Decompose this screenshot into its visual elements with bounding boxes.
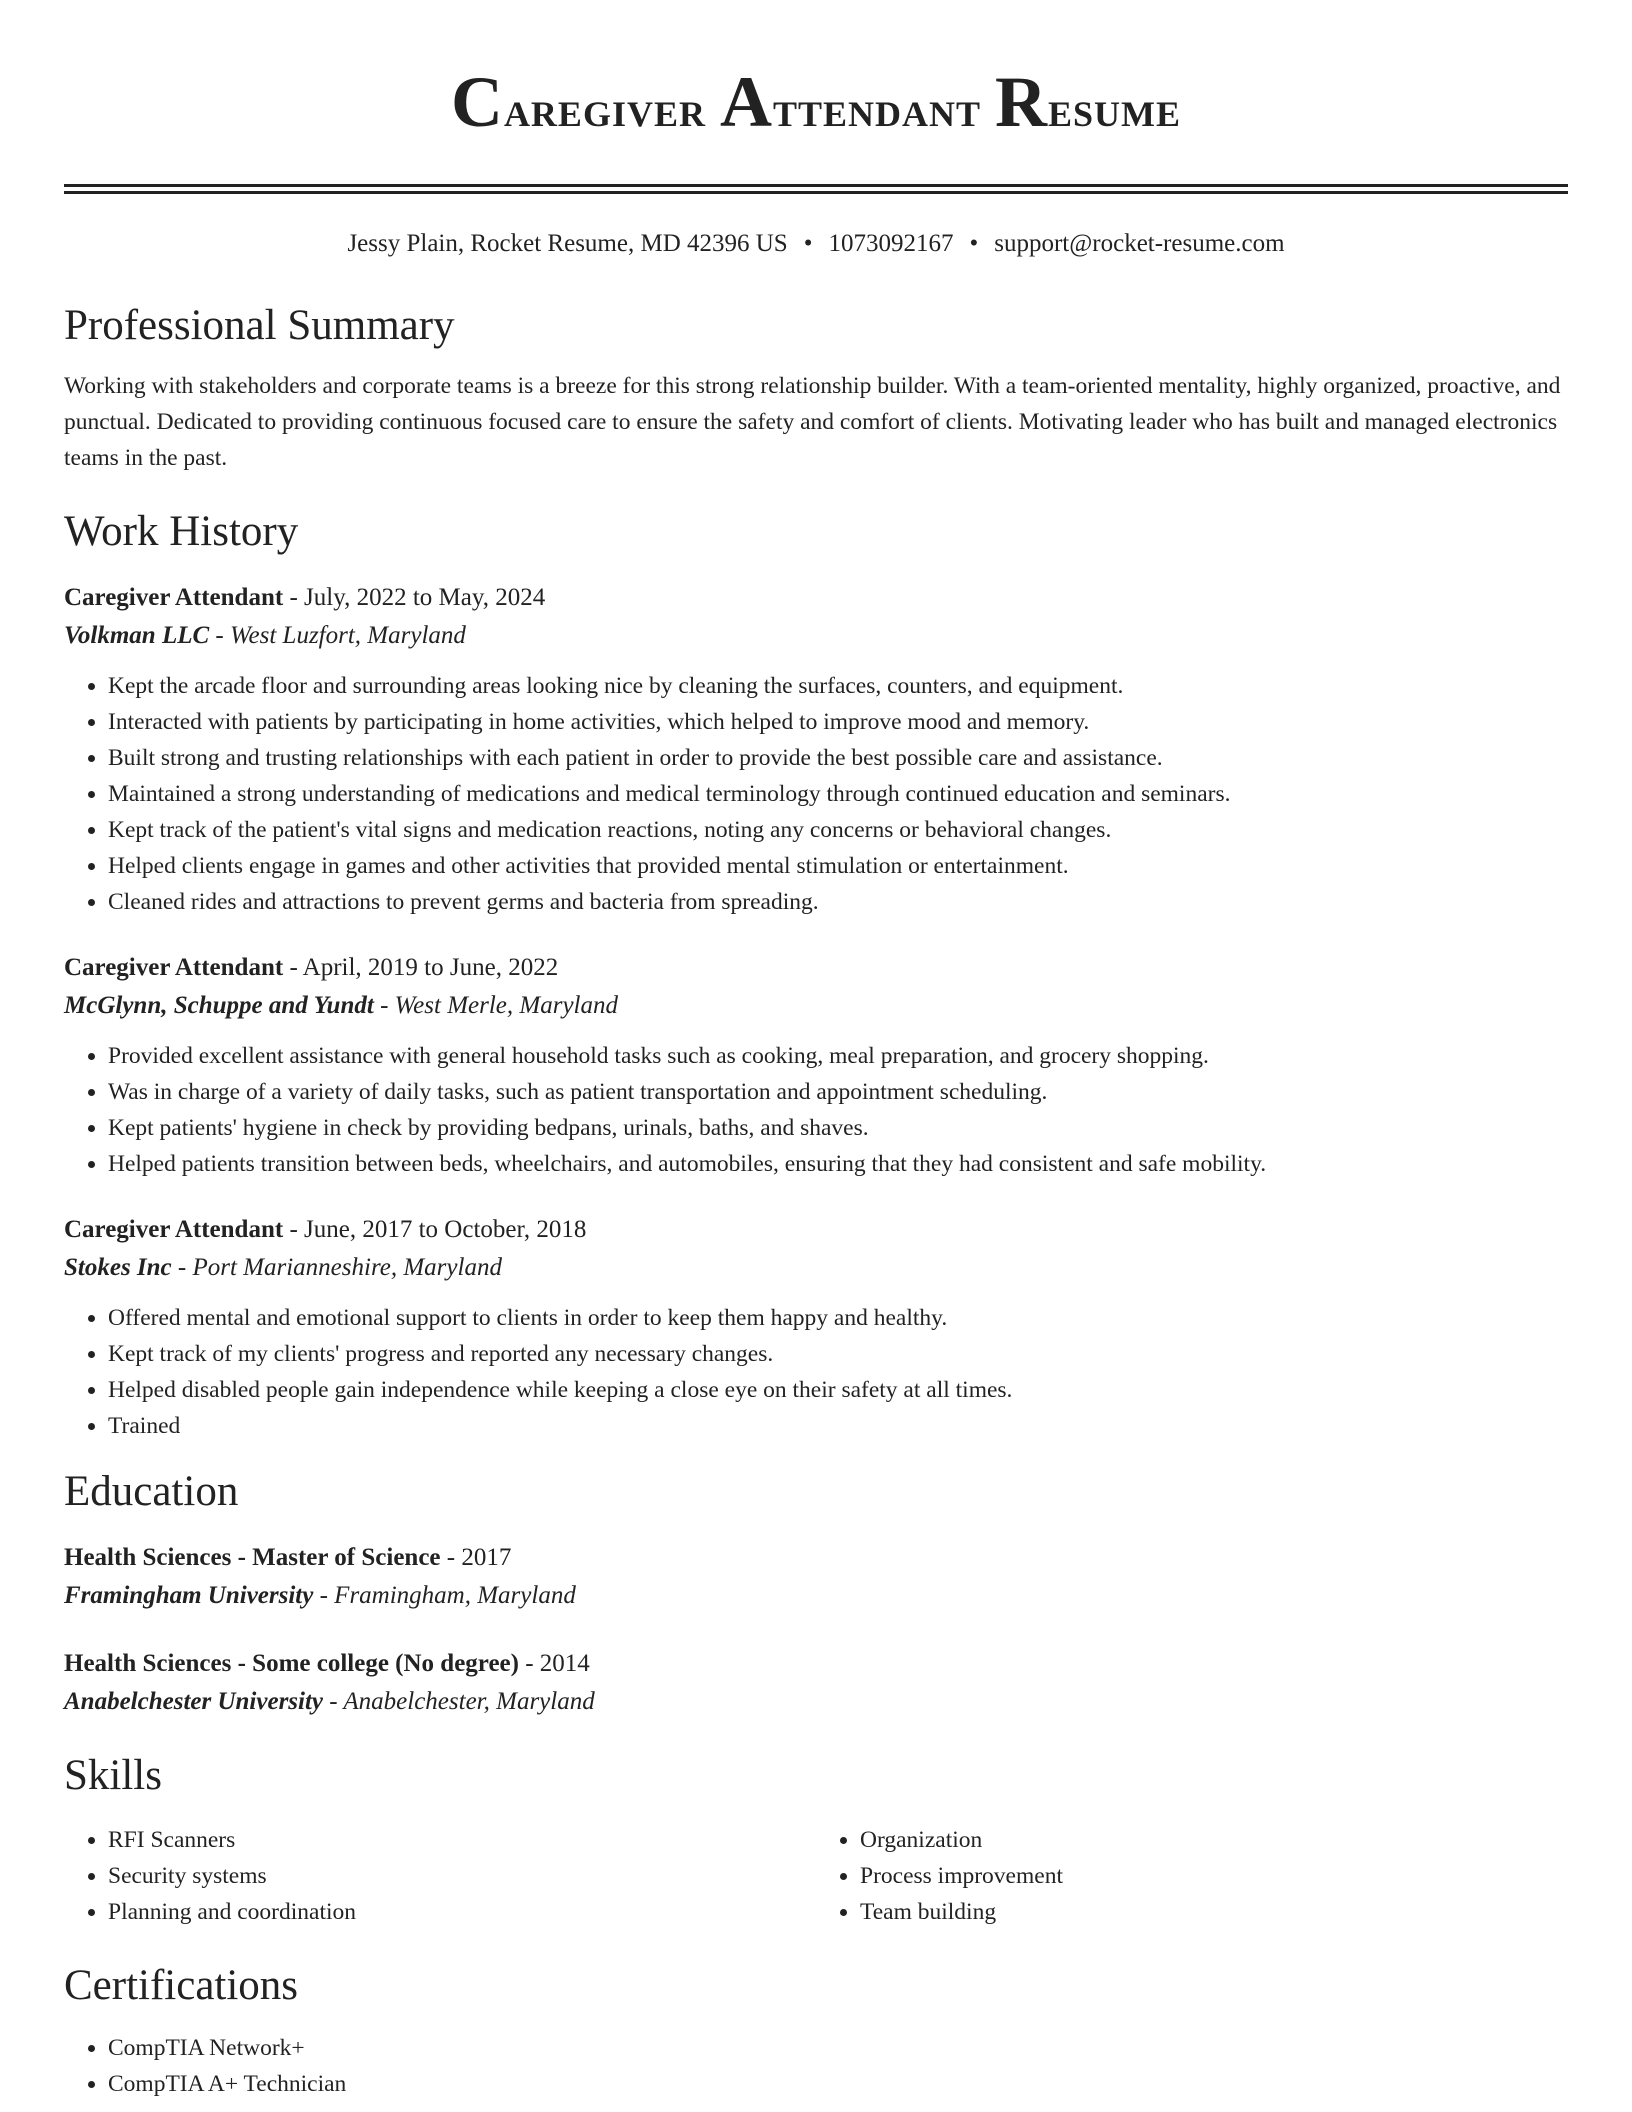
company-line: [64, 986, 1568, 1026]
company-location: - West Merle, Maryland: [373, 992, 618, 1019]
job-bullet: • Kept patients' hygiene in check by providing bedpans, urinals, baths, and shaves.: [108, 1110, 1568, 1146]
job-bullet: • Offered mental and emotional support to clients in order to keep them happy and healthy.: [108, 1300, 1568, 1336]
skill-item: • Security systems: [108, 1858, 816, 1894]
company-name: McGlynn, Schuppe and Yundt: [64, 992, 374, 1019]
job-bullet: • Built strong and trusting relationships with each patient in order to provide the best possible care and assistance.: [108, 740, 1568, 776]
school-line: [64, 1682, 1568, 1722]
job-bullet: • Kept track of my clients' progress and reported any necessary changes.: [108, 1336, 1568, 1372]
job-entry: [64, 1212, 1568, 1444]
contact-separator: •: [803, 230, 813, 257]
company-line: [64, 616, 1568, 656]
job-bullet: • Provided excellent assistance with general household tasks such as cooking, meal preparation, and grocery shopping.: [108, 1038, 1568, 1074]
job-dates: - April, 2019 to June, 2022: [283, 954, 559, 981]
job-title: Caregiver Attendant: [64, 1216, 284, 1243]
skill-item: • Team building: [860, 1894, 1568, 1930]
degree-year: - 2017: [440, 1544, 512, 1571]
title-initial: C: [450, 62, 504, 142]
job-bullet: • Was in charge of a variety of daily tasks, such as patient transportation and appointment scheduling.: [108, 1074, 1568, 1110]
school-name: Framingham University: [64, 1582, 314, 1609]
title-part: esume: [1048, 81, 1182, 138]
degree-line: [64, 1646, 1568, 1682]
certifications-list: [64, 2030, 1568, 2102]
job-bullet: • Cleaned rides and attractions to prevent germs and bacteria from spreading.: [108, 884, 1568, 920]
contact-address: Jessy Plain, Rocket Resume, MD 42396 US: [347, 230, 788, 257]
education-heading: Education: [64, 1468, 239, 1515]
job-bullet: • Kept track of the patient's vital signs and medication reactions, noting any concerns or behavioral changes.: [108, 812, 1568, 848]
education-entry: [64, 1646, 1568, 1722]
skill-item: • RFI Scanners: [108, 1822, 816, 1858]
job-title: Caregiver Attendant: [64, 584, 284, 611]
title-part: ttendant: [772, 81, 996, 138]
degree-year: - 2014: [518, 1650, 590, 1677]
title-initial: A: [719, 62, 773, 142]
contact-phone: 1073092167: [828, 230, 954, 257]
skills-column-right: [816, 1822, 1568, 1930]
education-entry: [64, 1540, 1568, 1616]
job-title-line: [64, 1212, 1568, 1248]
skill-item: • Planning and coordination: [108, 1894, 816, 1930]
title-initial: R: [995, 62, 1049, 142]
company-line: [64, 1248, 1568, 1288]
title-part: aregiver: [503, 81, 720, 138]
job-bullet: • Helped disabled people gain independence while keeping a close eye on their safety at all times.: [108, 1372, 1568, 1408]
skills-column-left: [64, 1822, 816, 1930]
job-dates: - June, 2017 to October, 2018: [283, 1216, 587, 1243]
school-location: - Framingham, Maryland: [313, 1582, 576, 1609]
company-name: Stokes Inc: [64, 1254, 172, 1281]
job-dates: - July, 2022 to May, 2024: [283, 584, 546, 611]
job-title: Caregiver Attendant: [64, 954, 284, 981]
skills-heading: Skills: [64, 1752, 162, 1799]
company-name: Volkman LLC: [64, 622, 210, 649]
school-location: - Anabelchester, Maryland: [323, 1688, 595, 1715]
degree: Health Sciences - Some college (No degree): [64, 1650, 519, 1677]
summary-text: Working with stakeholders and corporate teams is a breeze for this strong relationship builder. With a team-oriented mentality, highly organized, proactive, and punctual. Dedicated to providing continuous focused care to ensure the safety and comfort of clients. Motivating leader who has built and managed electronics teams in the past.: [64, 373, 1561, 471]
job-bullets: [64, 1300, 1568, 1444]
company-location: - West Luzfort, Maryland: [209, 622, 466, 649]
job-title-line: [64, 950, 1568, 986]
job-entry: [64, 580, 1568, 920]
job-title-line: [64, 580, 1568, 616]
certification-item: • CompTIA Network+: [108, 2030, 1568, 2066]
skill-item: • Process improvement: [860, 1858, 1568, 1894]
contact-line: [64, 228, 1568, 260]
school-name: Anabelchester University: [64, 1688, 324, 1715]
job-entry: [64, 950, 1568, 1182]
certifications-heading: Certifications: [64, 1962, 299, 2009]
work-history-heading: Work History: [64, 508, 299, 555]
page-title: [64, 0, 1568, 150]
summary-heading: Professional Summary: [64, 302, 455, 349]
contact-email: support@rocket-resume.com: [994, 230, 1285, 257]
company-location: - Port Marianneshire, Maryland: [171, 1254, 502, 1281]
job-bullets: [64, 1038, 1568, 1182]
skills-list: [64, 1822, 1568, 1930]
contact-separator: •: [969, 230, 979, 257]
job-bullets: [64, 668, 1568, 920]
certification-item: • CompTIA A+ Technician: [108, 2066, 1568, 2102]
degree-line: [64, 1540, 1568, 1576]
degree: Health Sciences - Master of Science: [64, 1544, 441, 1571]
title-divider: [64, 184, 1568, 194]
job-bullet: • Kept the arcade floor and surrounding areas looking nice by cleaning the surfaces, counters, and equipment.: [108, 668, 1568, 704]
job-bullet: • Trained: [108, 1408, 1568, 1444]
skill-item: • Organization: [860, 1822, 1568, 1858]
job-bullet: • Maintained a strong understanding of medications and medical terminology through continued education and seminars.: [108, 776, 1568, 812]
job-bullet: • Helped patients transition between beds, wheelchairs, and automobiles, ensuring that they had consistent and safe mobility.: [108, 1146, 1568, 1182]
school-line: [64, 1576, 1568, 1616]
job-bullet: • Interacted with patients by participating in home activities, which helped to improve mood and memory.: [108, 704, 1568, 740]
job-bullet: • Helped clients engage in games and other activities that provided mental stimulation or entertainment.: [108, 848, 1568, 884]
